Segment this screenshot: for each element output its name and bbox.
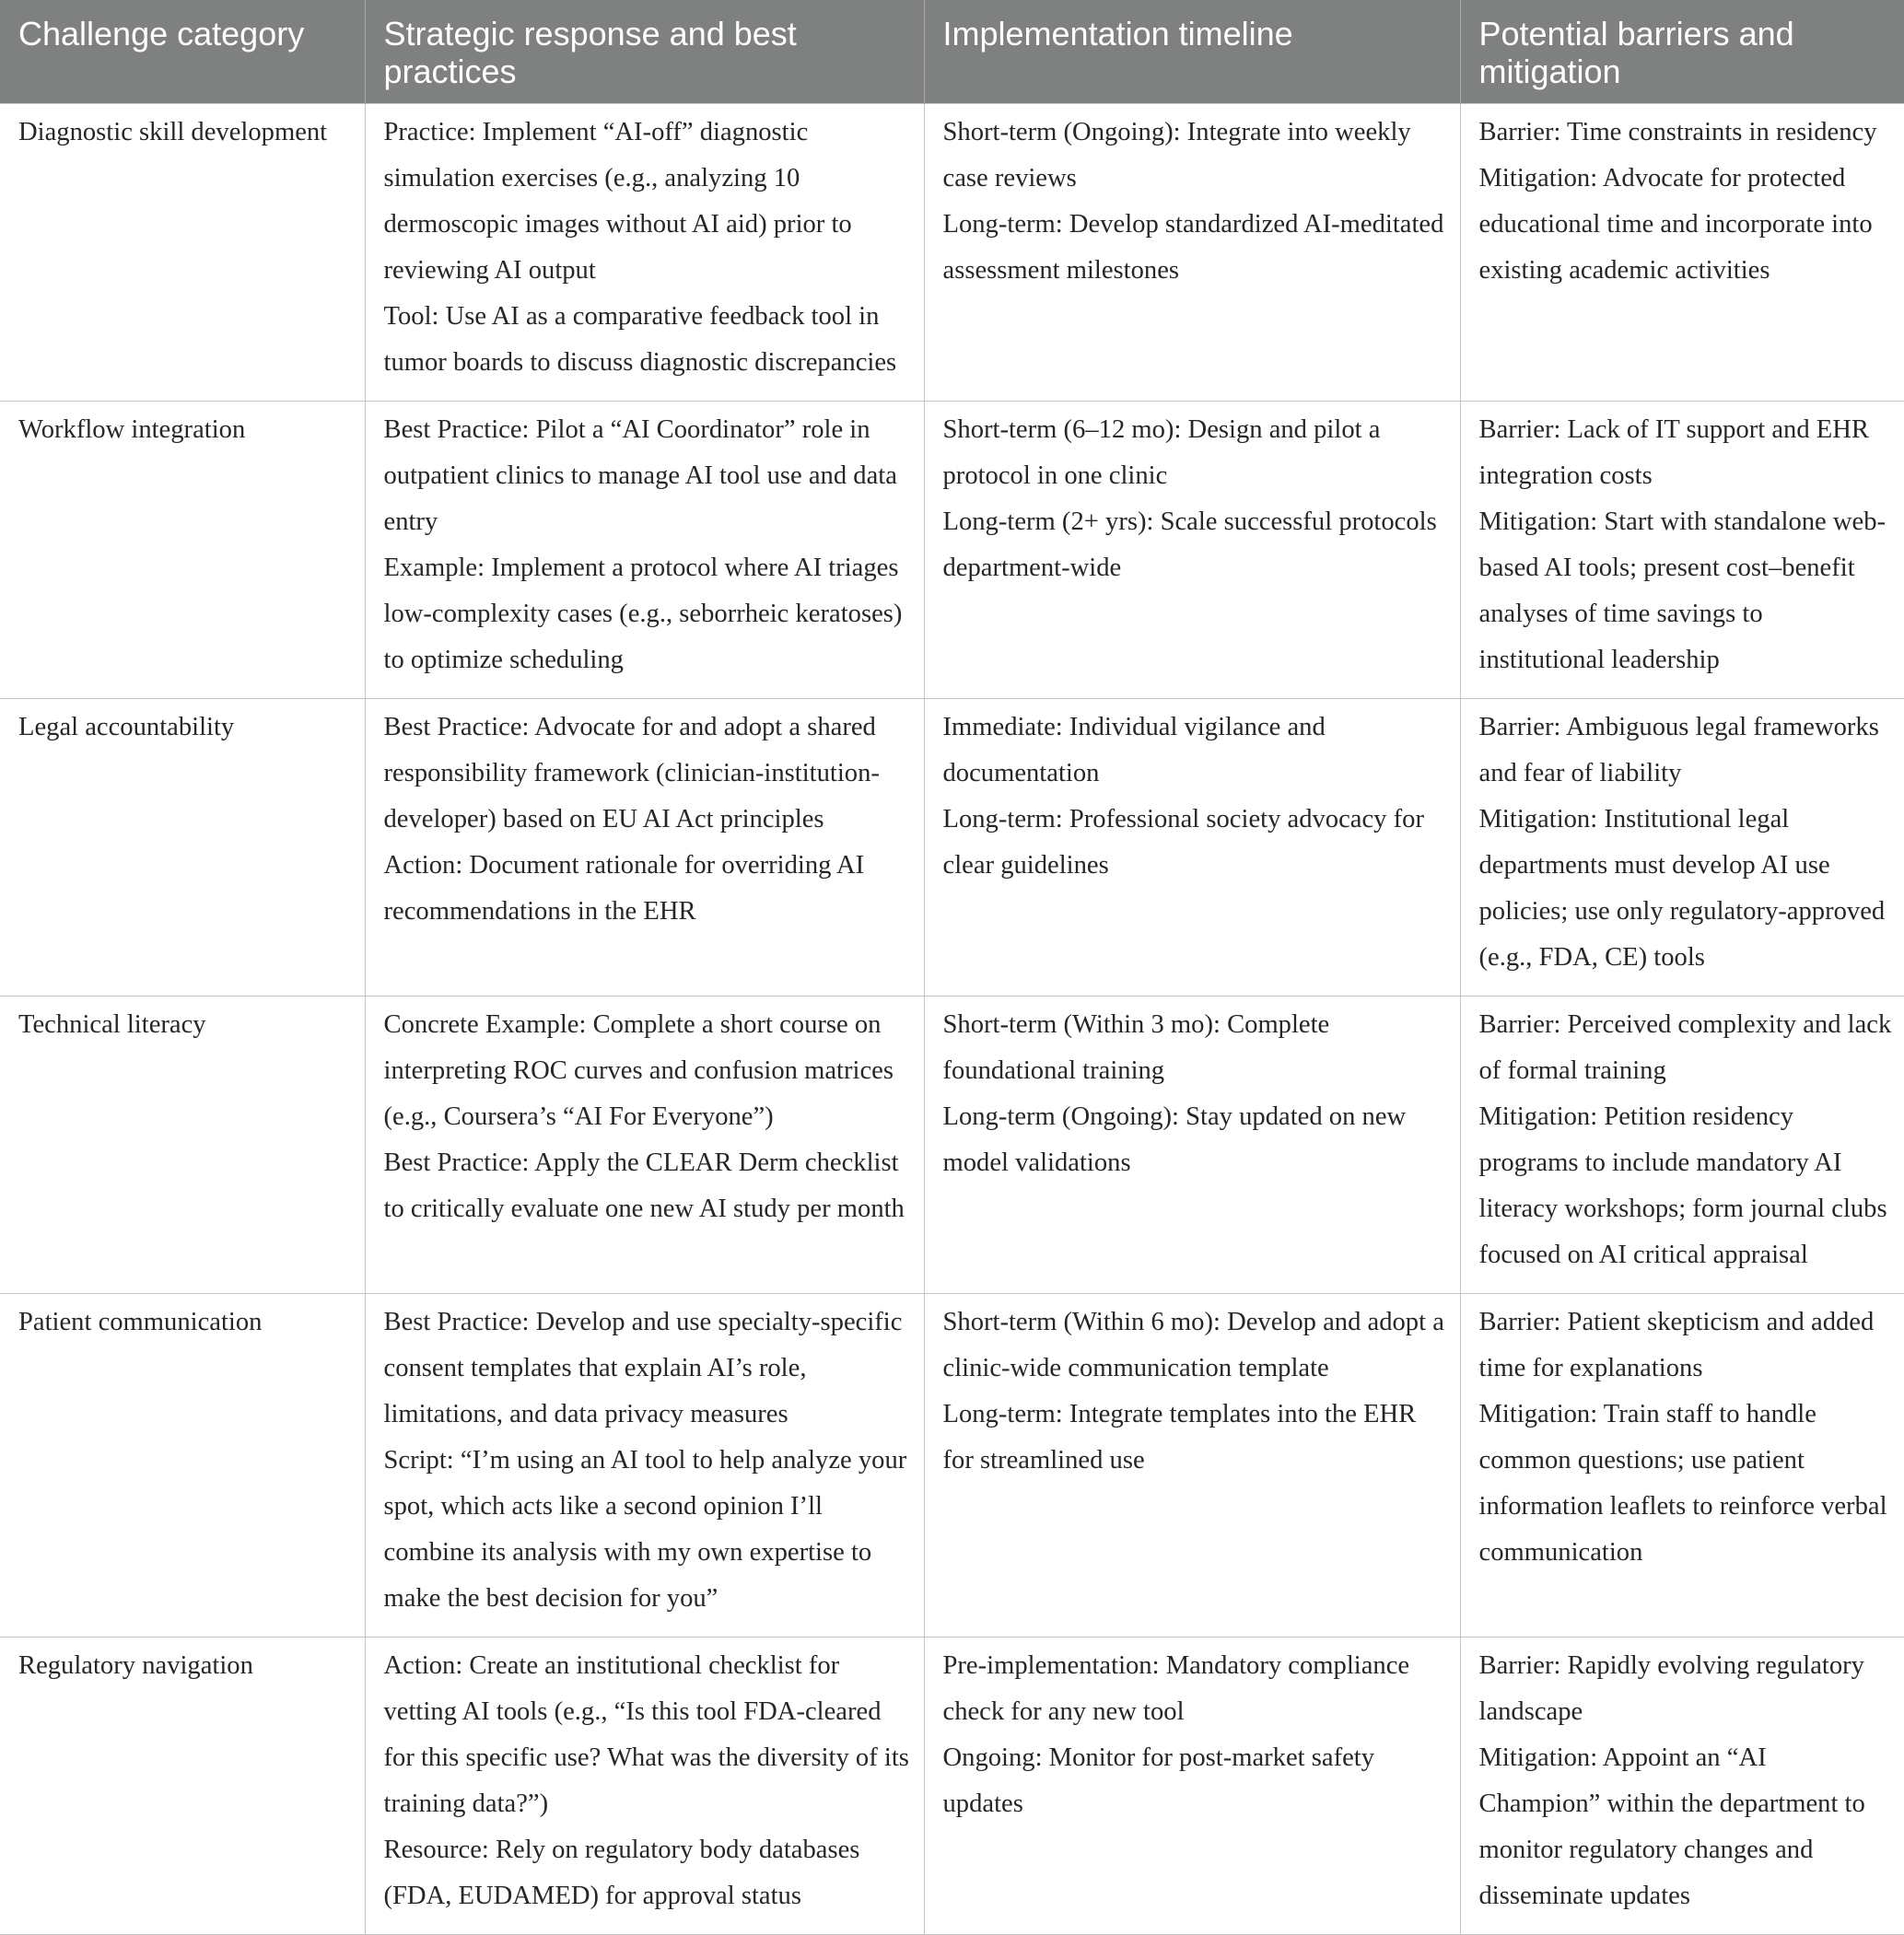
strategy-line: Best Practice: Develop and use specialty-specific consent templates that explain AI’s role, limitations, and data privacy measures xyxy=(383,1307,903,1428)
header-label: Strategic response and best practices xyxy=(383,15,797,90)
table-body xyxy=(0,103,1904,1934)
category-cell xyxy=(0,1293,365,1637)
strategy-line: Practice: Implement “AI-off” diagnostic simulation exercises (e.g., analyzing 10 dermoscopic images without AI aid) prior to reviewing AI output xyxy=(383,117,852,285)
header-label: Challenge category xyxy=(18,15,305,52)
timeline-line: Immediate: Individual vigilance and documentation xyxy=(942,712,1326,787)
barriers-line: Barrier: Ambiguous legal frameworks and fear of liability xyxy=(1478,712,1879,787)
timeline-cell xyxy=(924,996,1460,1293)
barriers-line: Barrier: Time constraints in residency xyxy=(1478,117,1877,146)
strategy-line: Best Practice: Pilot a “AI Coordinator” role in outpatient clinics to manage AI tool use and data entry xyxy=(383,414,897,536)
strategy-line: Best Practice: Apply the CLEAR Derm checklist to critically evaluate one new AI study per month xyxy=(383,1148,905,1223)
table-row xyxy=(0,103,1904,401)
timeline-cell xyxy=(924,1293,1460,1637)
timeline-line: Ongoing: Monitor for post-market safety updates xyxy=(942,1743,1375,1818)
category-text: Patient communication xyxy=(18,1307,263,1336)
timeline-cell xyxy=(924,698,1460,996)
strategy-line: Best Practice: Advocate for and adopt a shared responsibility framework (clinician-institution-developer) based on EU AI Act principles xyxy=(383,712,880,833)
timeline-line: Short-term (Within 3 mo): Complete foundational training xyxy=(942,1009,1330,1085)
barriers-line: Mitigation: Start with standalone web-based AI tools; present cost–benefit analyses of time savings to institutional leadership xyxy=(1478,507,1886,674)
barriers-line: Mitigation: Petition residency programs to include mandatory AI literacy workshops; form journal clubs focused on AI critical appraisal xyxy=(1478,1102,1887,1269)
header-implementation-timeline xyxy=(924,0,1460,103)
timeline-cell xyxy=(924,1637,1460,1934)
strategy-line: Example: Implement a protocol where AI triages low-complexity cases (e.g., seborrheic keratoses) to optimize scheduling xyxy=(383,553,903,674)
table-row xyxy=(0,698,1904,996)
barriers-cell xyxy=(1460,1637,1904,1934)
category-cell xyxy=(0,1637,365,1934)
barriers-cell xyxy=(1460,1293,1904,1637)
header-barriers-mitigation xyxy=(1460,0,1904,103)
timeline-line: Long-term: Integrate templates into the EHR for streamlined use xyxy=(942,1399,1417,1475)
timeline-line: Short-term (Ongoing): Integrate into weekly case reviews xyxy=(942,117,1411,192)
category-cell xyxy=(0,103,365,401)
strategy-cell xyxy=(365,1637,924,1934)
table-row xyxy=(0,1637,1904,1934)
strategy-line: Action: Create an institutional checklist for vetting AI tools (e.g., “Is this tool FDA-cleared for this specific use? What was the diversity of its training data?”) xyxy=(383,1650,909,1818)
header-label: Potential barriers and mitigation xyxy=(1478,15,1794,90)
strategy-cell xyxy=(365,698,924,996)
strategy-cell xyxy=(365,103,924,401)
barriers-cell xyxy=(1460,103,1904,401)
category-text: Legal accountability xyxy=(18,712,235,741)
timeline-line: Short-term (Within 6 mo): Develop and adopt a clinic-wide communication template xyxy=(942,1307,1444,1382)
timeline-line: Long-term: Develop standardized AI-meditated assessment milestones xyxy=(942,209,1444,285)
category-cell xyxy=(0,401,365,698)
barriers-line: Barrier: Patient skepticism and added time for explanations xyxy=(1478,1307,1875,1382)
table-header xyxy=(0,0,1904,103)
timeline-line: Short-term (6–12 mo): Design and pilot a protocol in one clinic xyxy=(942,414,1381,490)
strategy-cell xyxy=(365,1293,924,1637)
barriers-cell xyxy=(1460,401,1904,698)
strategy-line: Action: Document rationale for overriding AI recommendations in the EHR xyxy=(383,850,865,926)
category-cell xyxy=(0,698,365,996)
header-label: Implementation timeline xyxy=(942,15,1293,52)
strategy-cell xyxy=(365,401,924,698)
category-text: Regulatory navigation xyxy=(18,1650,253,1680)
barriers-cell xyxy=(1460,996,1904,1293)
barriers-line: Barrier: Rapidly evolving regulatory landscape xyxy=(1478,1650,1864,1726)
strategy-line: Concrete Example: Complete a short course on interpreting ROC curves and confusion matrices (e.g., Coursera’s “AI For Everyone”) xyxy=(383,1009,894,1131)
header-strategic-response xyxy=(365,0,924,103)
strategy-line: Script: “I’m using an AI tool to help analyze your spot, which acts like a second opinion I’ll combine its analysis with my own expertise to make the best decision for you” xyxy=(383,1445,907,1613)
barriers-line: Mitigation: Advocate for protected educational time and incorporate into existing academic activities xyxy=(1478,163,1873,285)
barriers-cell xyxy=(1460,698,1904,996)
header-row xyxy=(0,0,1904,103)
timeline-line: Long-term (2+ yrs): Scale successful protocols department-wide xyxy=(942,507,1437,582)
timeline-cell xyxy=(924,401,1460,698)
timeline-line: Long-term (Ongoing): Stay updated on new model validations xyxy=(942,1102,1407,1177)
barriers-line: Barrier: Perceived complexity and lack of formal training xyxy=(1478,1009,1892,1085)
category-text: Technical literacy xyxy=(18,1009,206,1039)
header-challenge-category xyxy=(0,0,365,103)
timeline-line: Pre-implementation: Mandatory compliance check for any new tool xyxy=(942,1650,1410,1726)
timeline-cell xyxy=(924,103,1460,401)
barriers-line: Mitigation: Appoint an “AI Champion” within the department to monitor regulatory changes and disseminate updates xyxy=(1478,1743,1865,1910)
category-text: Workflow integration xyxy=(18,414,246,444)
strategy-line: Resource: Rely on regulatory body databases (FDA, EUDAMED) for approval status xyxy=(383,1835,860,1910)
barriers-line: Mitigation: Institutional legal departments must develop AI use policies; use only regulatory-approved (e.g., FDA, CE) tools xyxy=(1478,804,1886,972)
barriers-line: Mitigation: Train staff to handle common questions; use patient information leaflets to reinforce verbal communication xyxy=(1478,1399,1887,1567)
table-row xyxy=(0,401,1904,698)
barriers-line: Barrier: Lack of IT support and EHR integration costs xyxy=(1478,414,1869,490)
table-row xyxy=(0,996,1904,1293)
strategy-line: Tool: Use AI as a comparative feedback tool in tumor boards to discuss diagnostic discrepancies xyxy=(383,301,897,377)
category-cell xyxy=(0,996,365,1293)
table-row xyxy=(0,1293,1904,1637)
category-text: Diagnostic skill development xyxy=(18,117,328,146)
timeline-line: Long-term: Professional society advocacy for clear guidelines xyxy=(942,804,1424,880)
strategy-cell xyxy=(365,996,924,1293)
